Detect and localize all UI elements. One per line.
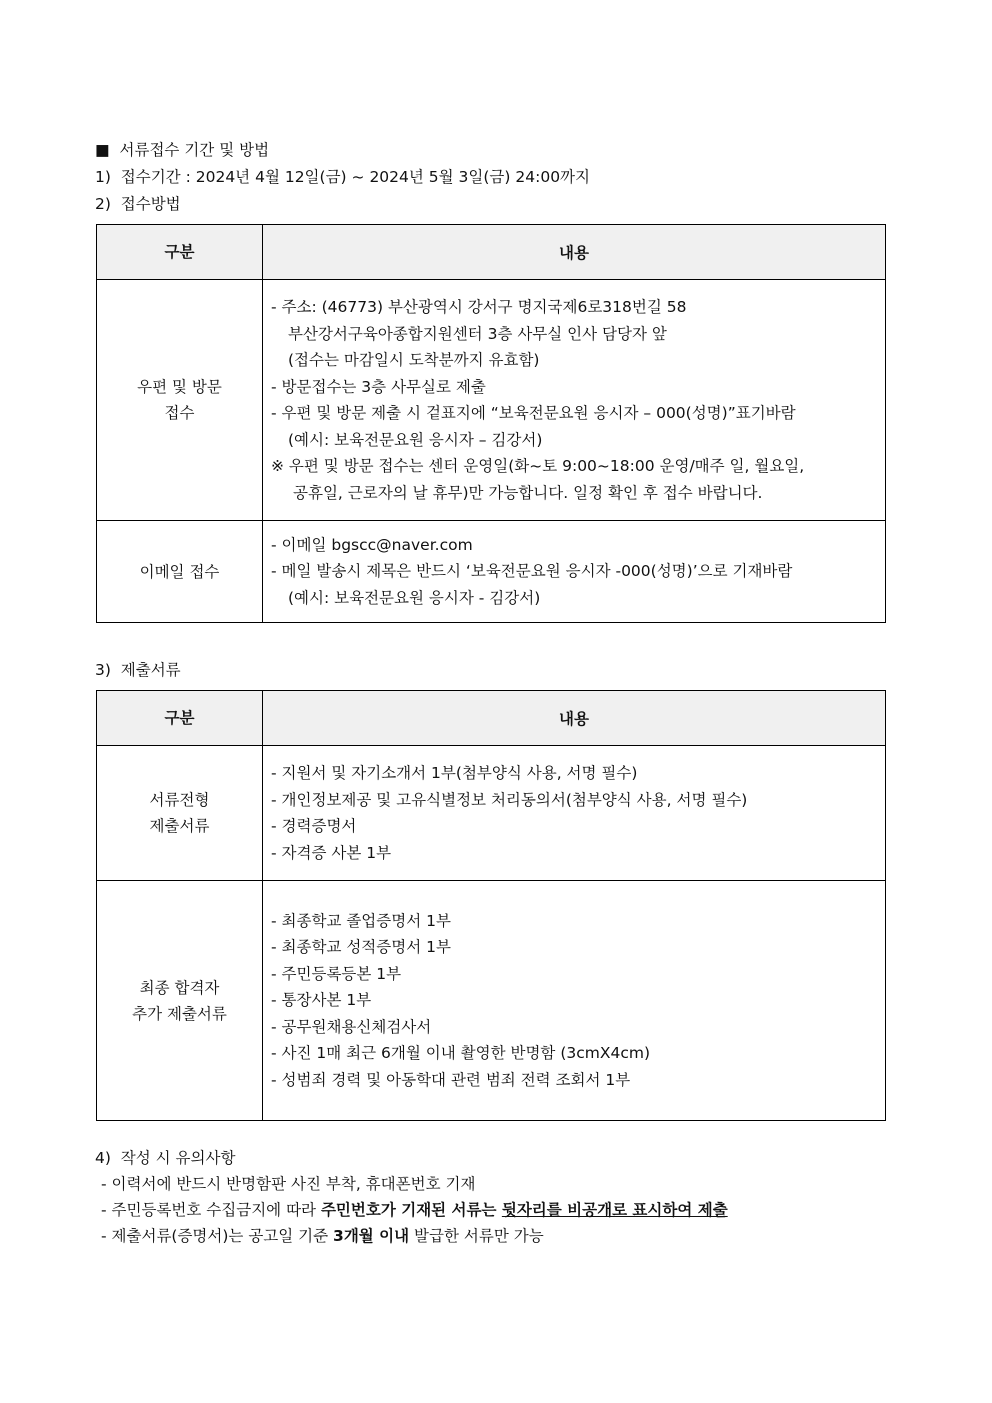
- category-line: 우편 및 방문: [137, 378, 222, 396]
- table-row: [97, 746, 886, 881]
- category-line: 최종 합격자: [139, 978, 220, 997]
- table-header-row: [97, 691, 886, 746]
- list-item: - 사진 1매 최근 6개월 이내 촬영한 반명함 (3cmX4cm): [271, 1044, 651, 1063]
- header-content: 내용: [263, 691, 886, 746]
- note-text: - 주민등록번호 수집금지에 따라: [101, 1201, 321, 1219]
- section-title: ■ 서류접수 기간 및 방법: [95, 141, 270, 159]
- list-item: - 메일 발송시 제목은 반드시 ‘보육전문요원 응시자 -000(성명)’으로 기재바람: [271, 562, 793, 581]
- category-line: 제출서류: [149, 817, 210, 835]
- list-item: (접수는 마감일시 도착분까지 유효함): [288, 351, 540, 369]
- content-cell: [263, 881, 886, 1121]
- notes-list: [95, 1171, 728, 1249]
- list-item: - 방문접수는 3층 사무실로 제출: [271, 377, 486, 396]
- list-item: - 자격증 사본 1부: [271, 843, 392, 862]
- table-row: [97, 881, 886, 1121]
- list-item: - 통장사본 1부: [271, 991, 372, 1010]
- list-item: - 공무원채용신체검사서: [271, 1017, 432, 1036]
- notes-heading: 4) 작성 시 유의사항: [95, 1149, 236, 1167]
- documents-table: [96, 690, 886, 1121]
- list-item: - 이메일 bgscc@naver.com: [271, 535, 473, 554]
- list-item: - 주소: (46773) 부산광역시 강서구 명지국제6로318번길 58: [271, 298, 687, 316]
- list-item: - 주민등록등본 1부: [271, 964, 402, 983]
- list-item: ※ 우편 및 방문 접수는 센터 운영일(화~토 9:00~18:00 운영/매주 일, 월요일,: [271, 457, 805, 475]
- category-cell: [97, 881, 263, 1121]
- list-item: - 지원서 및 자기소개서 1부(첨부양식 사용, 서명 필수): [271, 764, 638, 782]
- list-item: - 최종학교 졸업증명서 1부: [271, 911, 451, 930]
- category-cell: [97, 521, 263, 623]
- table-header-row: [97, 225, 886, 280]
- category-line: 서류전형: [149, 791, 210, 809]
- table-row: [97, 521, 886, 623]
- note-emphasis: 3개월 이내: [333, 1227, 410, 1245]
- category-cell: [97, 280, 263, 521]
- list-item: - 경력증명서: [271, 817, 357, 835]
- category-line: 이메일 접수: [139, 562, 220, 581]
- list-item: - 우편 및 방문 제출 시 겉표지에 “보육전문요원 응시자 – 000(성명)”표기바람: [271, 404, 796, 422]
- category-line: 접수: [164, 404, 195, 422]
- note-emphasis-underlined: 뒷자리를 비공개로 표시하여 제출: [501, 1201, 728, 1219]
- content-cell: [263, 280, 886, 521]
- content-cell: [263, 521, 886, 623]
- list-item: (예시: 보육전문요원 응시자 - 김강서): [288, 588, 541, 607]
- category-cell: [97, 746, 263, 881]
- note-item: [95, 1197, 728, 1223]
- header-category: 구분: [97, 691, 263, 746]
- method-heading: 2) 접수방법: [95, 195, 181, 213]
- list-item: (예시: 보육전문요원 응시자 – 김강서): [288, 430, 543, 449]
- table-row: [97, 280, 886, 521]
- documents-heading: 3) 제출서류: [95, 661, 181, 679]
- category-line: 추가 제출서류: [132, 1004, 227, 1023]
- list-item: 공휴일, 근로자의 날 휴무)만 가능합니다. 일정 확인 후 접수 바랍니다.: [293, 483, 763, 502]
- header-content: 내용: [263, 225, 886, 280]
- note-emphasis: 주민번호가 기재된 서류는: [320, 1201, 502, 1219]
- list-item: - 성범죄 경력 및 아동학대 관련 범죄 전력 조회서 1부: [271, 1070, 631, 1089]
- note-text: - 제출서류(증명서)는 공고일 기준: [101, 1227, 334, 1245]
- period-line: 1) 접수기간 : 2024년 4월 12일(금) ~ 2024년 5월 3일(금) 24:00까지: [95, 168, 590, 186]
- content-cell: [263, 746, 886, 881]
- list-item: - 최종학교 성적증명서 1부: [271, 938, 451, 957]
- list-item: - 개인정보제공 및 고유식별정보 처리동의서(첨부양식 사용, 서명 필수): [271, 790, 748, 809]
- list-item: 부산강서구육아종합지원센터 3층 사무실 인사 담당자 앞: [288, 324, 667, 343]
- note-text: 발급한 서류만 가능: [409, 1227, 544, 1245]
- note-item: [95, 1223, 728, 1249]
- header-category: 구분: [97, 225, 263, 280]
- note-item: - 이력서에 반드시 반명함판 사진 부착, 휴대폰번호 기재: [101, 1175, 476, 1193]
- method-table: [96, 224, 886, 623]
